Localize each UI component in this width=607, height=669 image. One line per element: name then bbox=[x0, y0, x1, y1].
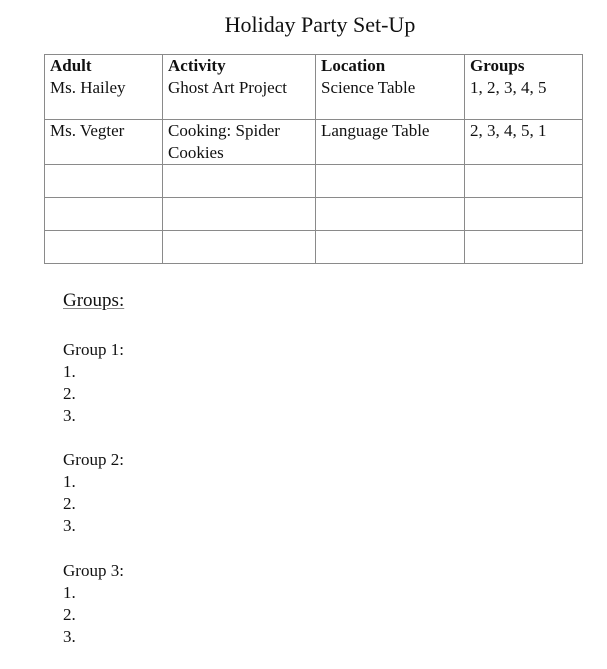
cell-activity: Ghost Art Project bbox=[163, 77, 316, 120]
group-block bbox=[63, 339, 124, 427]
list-item: 1. bbox=[63, 583, 76, 602]
cell-adult: Ms. Vegter bbox=[45, 120, 163, 165]
cell-activity bbox=[163, 231, 316, 264]
cell-adult bbox=[45, 231, 163, 264]
list-item: 2. bbox=[63, 384, 76, 403]
cell-location bbox=[316, 165, 465, 198]
list-item: 2. bbox=[63, 494, 76, 513]
header-groups: Groups bbox=[465, 55, 583, 78]
table-row bbox=[45, 120, 583, 165]
setup-table bbox=[44, 54, 583, 264]
list-item: 3. bbox=[63, 627, 76, 646]
cell-location: Science Table bbox=[316, 77, 465, 120]
list-item: 1. bbox=[63, 362, 76, 381]
list-item: 1. bbox=[63, 472, 76, 491]
cell-location bbox=[316, 198, 465, 231]
cell-activity: Cooking: Spider Cookies bbox=[163, 120, 316, 165]
list-item: 3. bbox=[63, 516, 76, 535]
cell-groups: 1, 2, 3, 4, 5 bbox=[465, 77, 583, 120]
cell-activity bbox=[163, 198, 316, 231]
cell-groups: 2, 3, 4, 5, 1 bbox=[465, 120, 583, 165]
group-block bbox=[63, 449, 124, 537]
group-title: Group 1: bbox=[63, 340, 124, 359]
cell-location: Language Table bbox=[316, 120, 465, 165]
table-row bbox=[45, 77, 583, 120]
list-item: 3. bbox=[63, 406, 76, 425]
document-title: Holiday Party Set-Up bbox=[224, 12, 416, 37]
list-item: 2. bbox=[63, 605, 76, 624]
header-location: Location bbox=[316, 55, 465, 78]
cell-groups bbox=[465, 198, 583, 231]
table-row bbox=[45, 231, 583, 264]
cell-location bbox=[316, 231, 465, 264]
group-title: Group 3: bbox=[63, 561, 124, 580]
cell-groups bbox=[465, 231, 583, 264]
header-adult: Adult bbox=[45, 55, 163, 78]
table-row bbox=[45, 198, 583, 231]
cell-adult bbox=[45, 165, 163, 198]
table-header-row bbox=[45, 55, 583, 78]
cell-groups bbox=[465, 165, 583, 198]
groups-heading: Groups: bbox=[63, 290, 125, 311]
group-block bbox=[63, 560, 124, 648]
header-activity: Activity bbox=[163, 55, 316, 78]
cell-activity bbox=[163, 165, 316, 198]
cell-adult bbox=[45, 198, 163, 231]
cell-adult: Ms. Hailey bbox=[45, 77, 163, 120]
table-row bbox=[45, 165, 583, 198]
group-title: Group 2: bbox=[63, 450, 124, 469]
